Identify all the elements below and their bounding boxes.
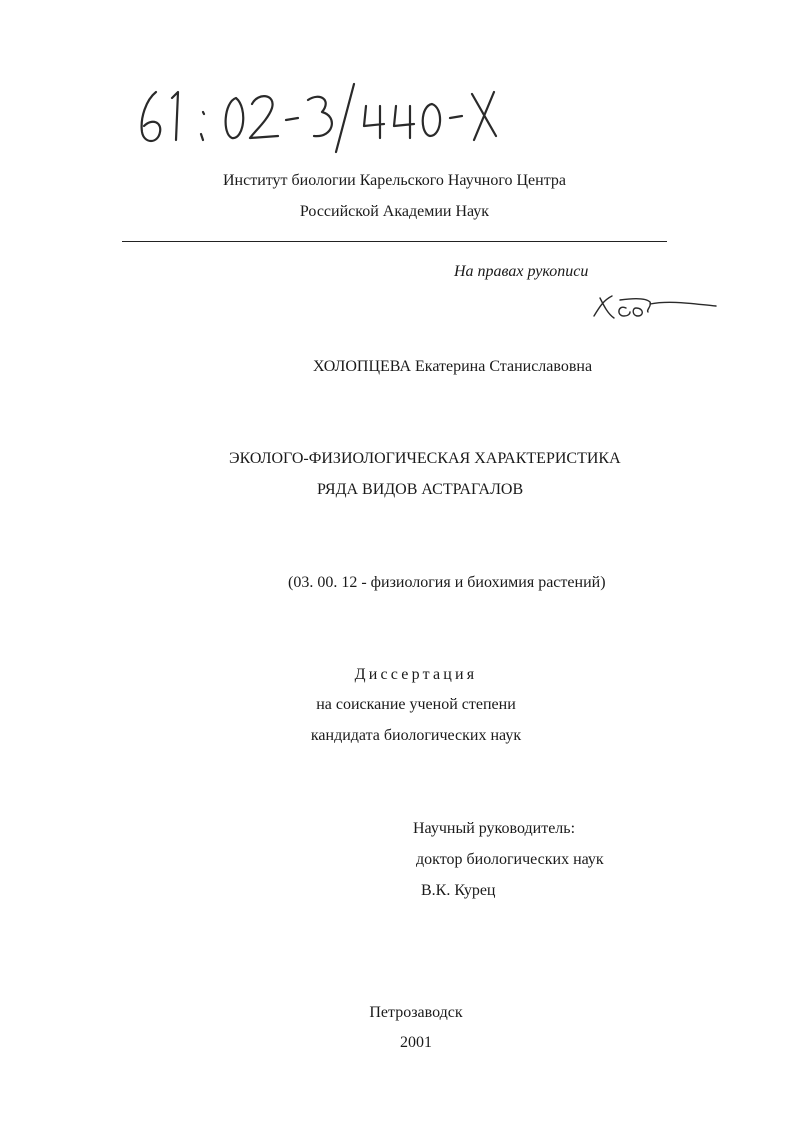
handwritten-archive-code: [128, 78, 528, 158]
work-type-degree-line: на соискание ученой степени: [316, 696, 516, 713]
author-surname: ХОЛОПЦЕВА: [313, 358, 412, 375]
specialty-code: (03. 00. 12 - физиология и биохимия растений): [288, 574, 606, 591]
dissertation-title-line2: РЯДА ВИДОВ АСТРАГАЛОВ: [317, 481, 524, 498]
work-type-label: Диссертация: [354, 666, 478, 683]
header-divider: [122, 241, 667, 242]
dissertation-title-line1: ЭКОЛОГО-ФИЗИОЛОГИЧЕСКАЯ ХАРАКТЕРИСТИКА: [229, 450, 621, 467]
rights-note: На правах рукописи: [454, 263, 589, 280]
author-signature: [590, 286, 720, 326]
author-given-names: Екатерина Станиславовна: [415, 358, 593, 375]
institute-name-line1: Институт биологии Карельского Научного Центра: [222, 172, 566, 189]
publication-city: Петрозаводск: [369, 1004, 463, 1021]
institute-name-line2: Российской Академии Наук: [299, 203, 490, 220]
supervisor-degree: доктор биологических наук: [416, 851, 604, 868]
publication-year: 2001: [400, 1034, 432, 1051]
supervisor-name: В.К. Курец: [421, 882, 496, 899]
supervisor-heading: Научный руководитель:: [413, 820, 576, 837]
author-name: [313, 357, 592, 377]
work-type-field-line: кандидата биологических наук: [310, 727, 522, 744]
